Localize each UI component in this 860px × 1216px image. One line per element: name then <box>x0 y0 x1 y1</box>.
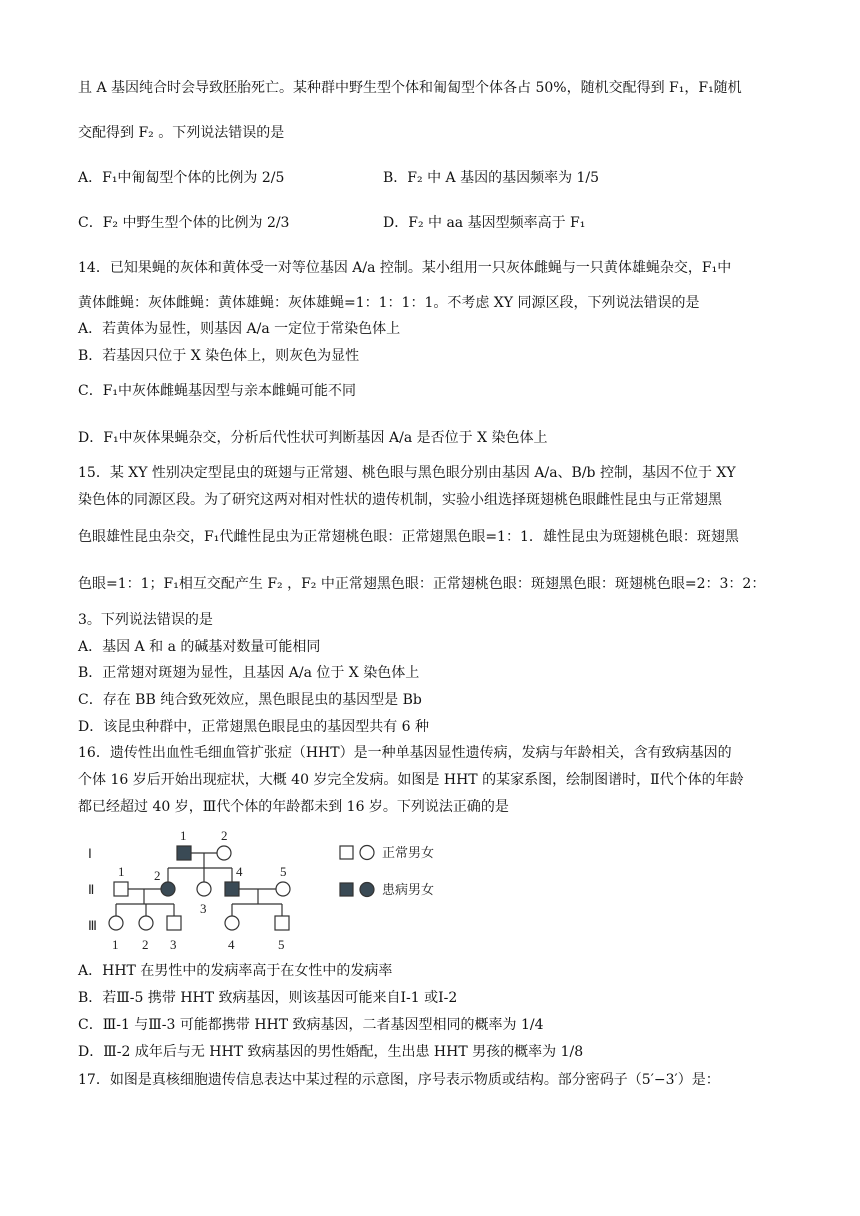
q13-stem-line1: 且 A 基因纯合时会导致胚胎死亡。某种群中野生型个体和匍匐型个体各占 50%，随机交配得到 F₁，F₁随机 <box>78 80 742 96</box>
q16-stem-line2: 个体 16 岁后开始出现症状，大概 40 岁完全发病。如图是 HHT 的某家系图，绘制图谱时，Ⅱ代个体的年龄 <box>78 772 744 788</box>
q15-stem-line5: 3。下列说法错误的是 <box>78 612 213 628</box>
gen1-female-2-normal <box>217 846 231 860</box>
gen-label-1: Ⅰ <box>88 846 92 861</box>
gen1-male-1-affected <box>177 846 191 860</box>
q16-stem-line1: 16．遗传性出血性毛细血管扩张症（HHT）是一种单基因显性遗传病，发病与年龄相关，含有致病基因的 <box>78 745 732 761</box>
q13-options-row2 <box>78 213 798 235</box>
gen2-male-1-normal <box>114 882 128 896</box>
q14-stem-line2: 黄体雌蝇：灰体雌蝇：黄体雄蝇：灰体雄蝇=1：1：1：1。不考虑 XY 同源区段，下列说法错误的是 <box>78 295 700 311</box>
gen3-female-2-normal <box>139 916 153 930</box>
q15-stem-line1: 15．某 XY 性别决定型昆虫的斑翅与正常翅、桃色眼与黑色眼分别由基因 A/a、B/b 控制，基因不位于 XY <box>78 465 736 481</box>
q14-option-b: B．若基因只位于 X 染色体上，则灰色为显性 <box>78 348 360 364</box>
q14-option-a: A．若黄体为显性，则基因 A/a 一定位于常染色体上 <box>78 321 401 337</box>
gen2-male-4-affected <box>225 882 239 896</box>
q13-option-c: C．F₂ 中野生型个体的比例为 2/3 <box>78 215 290 231</box>
gen3-female-4-normal <box>225 916 239 930</box>
legend-affected-female-icon <box>360 883 374 897</box>
q13-options-row1 <box>78 168 798 190</box>
gen3-male-5-normal <box>275 916 289 930</box>
q15-option-b: B．正常翅对斑翅为显性，且基因 A/a 位于 X 染色体上 <box>78 665 420 681</box>
gen2-female-2-affected <box>161 882 175 896</box>
gen2-num-1: 1 <box>118 864 125 879</box>
legend-normal-male-icon <box>340 846 353 859</box>
gen2-num-5: 5 <box>280 864 287 879</box>
gen3-num-5: 5 <box>278 937 285 952</box>
gen3-num-2: 2 <box>142 937 149 952</box>
q15-option-a: A．基因 A 和 a 的碱基对数量可能相同 <box>78 639 321 655</box>
gen3-male-3-normal <box>167 916 181 930</box>
legend-normal-label: 正常男女 <box>382 845 435 860</box>
gen-label-3: Ⅲ <box>88 918 97 933</box>
gen2-female-3-normal <box>197 882 211 896</box>
q15-option-d: D．该昆虫种群中，正常翅黑色眼昆虫的基因型共有 6 种 <box>78 719 430 735</box>
q14-stem-line1: 14．已知果蝇的灰体和黄体受一对等位基因 A/a 控制。某小组用一只灰体雌蝇与一只黄体雄蝇杂交，F₁中 <box>78 260 732 276</box>
legend-affected-label: 患病男女 <box>382 882 435 897</box>
gen2-num-4: 4 <box>236 864 243 879</box>
q16-option-c: C．Ⅲ-1 与Ⅲ-3 可能都携带 HHT 致病基因，二者基因型相同的概率为 1/4 <box>78 1017 544 1033</box>
gen3-female-1-normal <box>109 916 123 930</box>
q16-option-d: D．Ⅲ-2 成年后与无 HHT 致病基因的男性婚配，生出患 HHT 男孩的概率为 1/8 <box>78 1044 584 1060</box>
gen3-num-3: 3 <box>170 937 177 952</box>
q16-option-a: A．HHT 在男性中的发病率高于在女性中的发病率 <box>78 963 393 979</box>
pedigree-diagram <box>84 826 484 954</box>
legend-normal-female-icon <box>360 846 374 860</box>
q13-option-d: D．F₂ 中 aa 基因型频率高于 F₁ <box>383 215 586 231</box>
gen3-num-1: 1 <box>112 937 119 952</box>
q15-stem-line3: 色眼雄性昆虫杂交，F₁代雌性昆虫为正常翅桃色眼：正常翅黑色眼=1：1．雄性昆虫为斑翅桃色眼：斑翅黑 <box>78 529 739 545</box>
gen1-num-1: 1 <box>180 828 187 843</box>
q13-stem-line2: 交配得到 F₂ 。下列说法错误的是 <box>78 125 285 141</box>
q14-option-d: D．F₁中灰体果蝇杂交，分析后代性状可判断基因 A/a 是否位于 X 染色体上 <box>78 430 548 446</box>
gen1-num-2: 2 <box>221 828 228 843</box>
gen2-num-2: 2 <box>154 868 161 883</box>
q15-stem-line2: 染色体的同源区段。为了研究这两对相对性状的遗传机制，实验小组选择斑翅桃色眼雌性昆虫与正常翅黑 <box>78 492 722 508</box>
q13-option-b: B．F₂ 中 A 基因的基因频率为 1/5 <box>383 170 600 186</box>
pedigree-legend <box>340 845 434 897</box>
q16-stem-line3: 都已经超过 40 岁，Ⅲ代个体的年龄都未到 16 岁。下列说法正确的是 <box>78 799 509 815</box>
gen2-female-5-normal <box>276 882 290 896</box>
q14-option-c: C．F₁中灰体雌蝇基因型与亲本雌蝇可能不同 <box>78 383 357 399</box>
gen2-num-3: 3 <box>200 901 207 916</box>
q15-option-c: C．存在 BB 纯合致死效应，黑色眼昆虫的基因型是 Bb <box>78 692 422 708</box>
q17-stem-line1: 17．如图是真核细胞遗传信息表达中某过程的示意图，序号表示物质或结构。部分密码子（5′−3′）是： <box>78 1072 720 1088</box>
gen-label-2: Ⅱ <box>88 882 95 897</box>
legend-affected-male-icon <box>340 883 353 896</box>
q16-option-b: B．若Ⅲ-5 携带 HHT 致病基因，则该基因可能来自Ⅰ-1 或Ⅰ-2 <box>78 990 458 1006</box>
gen3-num-4: 4 <box>228 937 235 952</box>
q15-stem-line4: 色眼=1：1；F₁相互交配产生 F₂ ，F₂ 中正常翅黑色眼：正常翅桃色眼：斑翅黑色眼：斑翅桃色眼=2：3：2： <box>78 576 766 592</box>
q13-option-a: A．F₁中匍匐型个体的比例为 2/5 <box>78 170 285 186</box>
